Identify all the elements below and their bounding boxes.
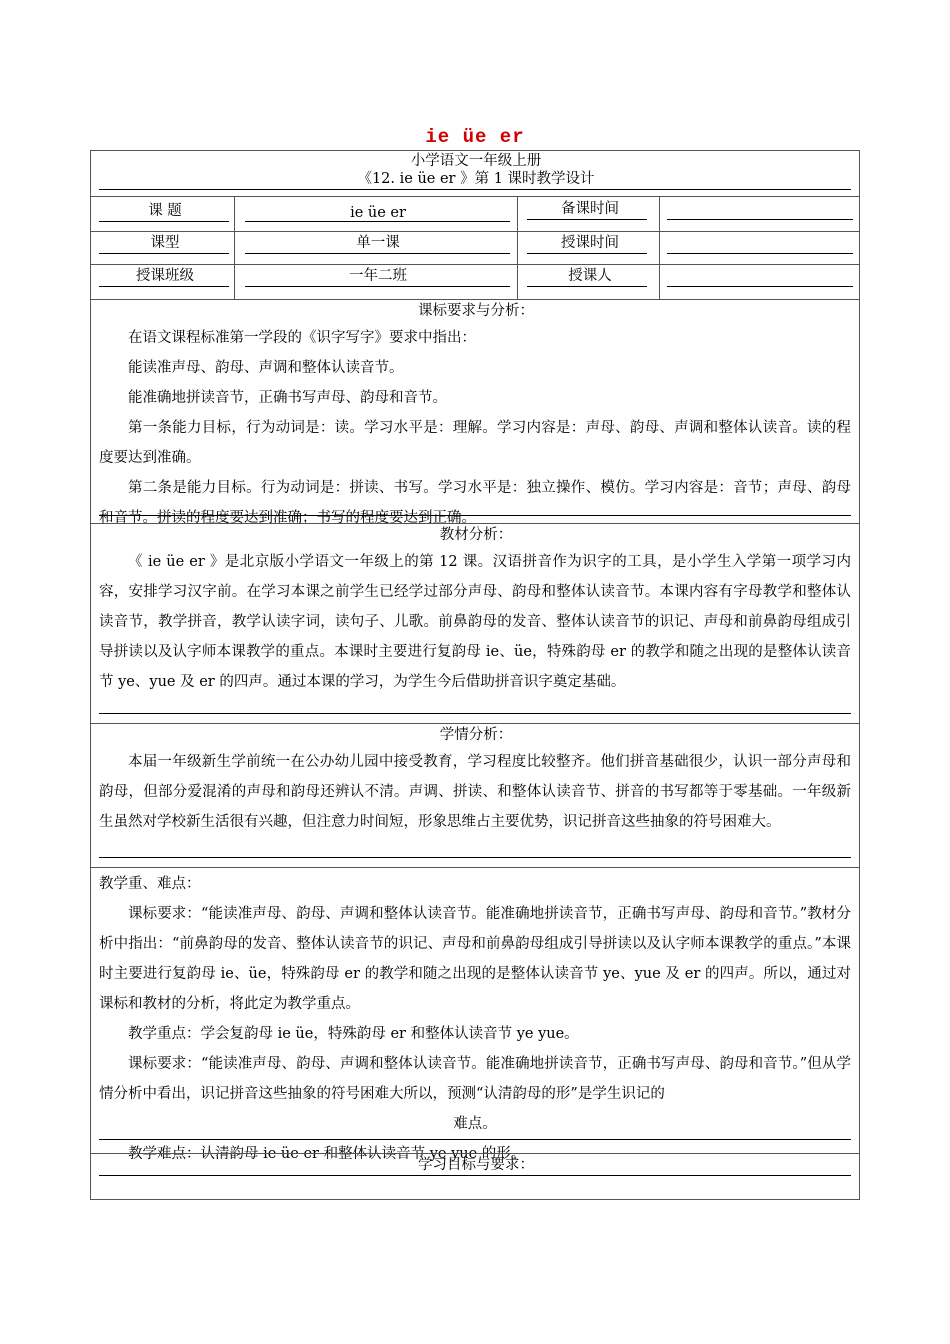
material-section <box>99 547 851 697</box>
standards-paragraph: 能读准声母、韵母、声调和整体认读音节。 <box>128 360 404 376</box>
field-underline <box>245 221 510 222</box>
grid-divider <box>517 196 518 300</box>
document-title: ie üe er <box>425 126 525 148</box>
field-underline <box>99 221 229 222</box>
divider <box>91 867 859 868</box>
divider <box>91 196 859 197</box>
keypoints-paragraph: 课标要求：“能读准声母、韵母、声调和整体认读音节。能准确地拼读音节，正确书写声母、韵母和音节。”教材分析中指出：“前鼻韵母的发音、整体认读音节的识记、声母和前鼻韵母组成引导拼读以及认字师本课教学的重点。”本课时主要进行复韵母 ie、üe，特殊韵母 er 的教学和随之出现的是整体认读音节 ye、yue 及 er 的四声。所以，通过对课标和教材的分析，将此定为教学重点。 <box>99 906 851 1012</box>
keypoints-paragraph: 课标要求：“能读准声母、韵母、声调和整体认读音节。能准确地拼读音节，正确书写声母、韵母和音节。”但从学情分析中看出，识记拼音这些抽象的符号困难大所以，预测“认清韵母的形”是学生识记的 <box>99 1056 851 1102</box>
keypoints-section <box>99 869 851 1169</box>
grid-divider <box>659 196 660 300</box>
type-label: 课型 <box>150 235 180 251</box>
divider <box>91 264 859 265</box>
standards-paragraph: 第二条是能力目标。行为动词是：拼读、书写。学习水平是：独立操作、模仿。学习内容是：音节；声母、韵母和音节。拼读的程度要达到准确；书写的程度要达到正确。 <box>99 480 851 526</box>
keypoints-heading: 教学重、难点： <box>99 876 201 892</box>
teach-time-label: 授课时间 <box>561 235 619 251</box>
standards-paragraph: 能准确地拼读音节，正确书写声母、韵母和音节。 <box>128 390 447 406</box>
material-heading: 教材分析： <box>439 527 513 543</box>
lesson-plan-table <box>90 150 860 1200</box>
standards-section <box>99 323 851 533</box>
field-underline <box>667 286 853 287</box>
divider <box>91 723 859 724</box>
grid-divider <box>234 196 235 300</box>
topic-label: 课 题 <box>148 203 182 219</box>
field-underline <box>527 219 647 220</box>
material-paragraph: 《 ie üe er 》是北京版小学语文一年级上的第 12 课。汉语拼音作为识字的工具，是小学生入学第一项学习内容，安排学习汉字前。在学习本课之前学生已经学过部分声母、韵母和整体认读音节。本课内容有字母教学和整体认读音节，教学拼音，教学认读字词，读句子、儿歌。前鼻韵母的发音、整体认读音节的识记、声母和前鼻韵母组成引导拼读以及认字师本课教学的重点。本课时主要进行复韵母 ie、üe，特殊韵母 er 的教学和随之出现的是整体认读音节 ye、yue 及 er 的四声。通过本课的学习，为学生今后借助拼音识字奠定基础。 <box>99 554 851 690</box>
section-underline <box>99 1175 851 1176</box>
header-line1: 小学语文一年级上册 <box>410 153 542 169</box>
section-underline <box>99 857 851 858</box>
field-underline <box>527 253 647 254</box>
section-underline <box>99 713 851 714</box>
divider <box>91 299 859 300</box>
objectives-heading: 学习目标与要求： <box>418 1157 534 1173</box>
class-label: 授课班级 <box>136 268 194 284</box>
standards-paragraph: 第一条能力目标，行为动词是：读。学习水平是：理解。学习内容是：声母、韵母、声调和整体认读音。读的程度要达到准确。 <box>99 420 851 466</box>
field-underline <box>245 286 510 287</box>
key-point-statement: 教学重点：学会复韵母 ie üe，特殊韵母 er 和整体认读音节 ye yue。 <box>128 1026 579 1042</box>
class-value: 一年二班 <box>349 268 407 284</box>
field-underline <box>99 286 229 287</box>
header-underline <box>99 189 851 190</box>
standards-paragraph: 在语文课程标准第一学段的《识字写字》要求中指出： <box>128 330 476 346</box>
divider <box>91 231 859 232</box>
teacher-label: 授课人 <box>568 268 612 284</box>
field-underline <box>667 219 853 220</box>
students-paragraph: 本届一年级新生学前统一在公办幼儿园中接受教育，学习程度比较整齐。他们拼音基础很少，认识一部分声母和韵母，但部分爱混淆的声母和韵母还辨认不清。声调、拼读、和整体认读音节、拼音的书写都等于零基础。一年级新生虽然对学校新生活很有兴趣，但注意力时间短，形象思维占主要优势，识记拼音这些抽象的符号困难大。 <box>99 754 851 830</box>
field-underline <box>667 253 853 254</box>
section-underline <box>99 515 851 516</box>
prep-time-label: 备课时间 <box>561 201 619 217</box>
topic-value: ie üe er <box>350 205 406 221</box>
students-section <box>99 747 851 837</box>
keypoints-paragraph-end: 难点。 <box>453 1116 497 1132</box>
field-underline <box>527 286 647 287</box>
difficulty-statement: 教学难点：认清韵母 ie üe er 和整体认读音节 ye yue 的形。 <box>128 1146 526 1162</box>
divider <box>91 523 859 524</box>
field-underline <box>245 253 510 254</box>
header-line2: 《12. ie üe er 》第 1 课时教学设计 <box>357 171 595 187</box>
divider <box>91 1153 859 1154</box>
students-heading: 学情分析： <box>439 727 513 743</box>
standards-heading: 课标要求与分析： <box>418 303 534 319</box>
field-underline <box>99 253 229 254</box>
section-underline <box>99 1139 851 1140</box>
type-value: 单一课 <box>356 235 400 251</box>
